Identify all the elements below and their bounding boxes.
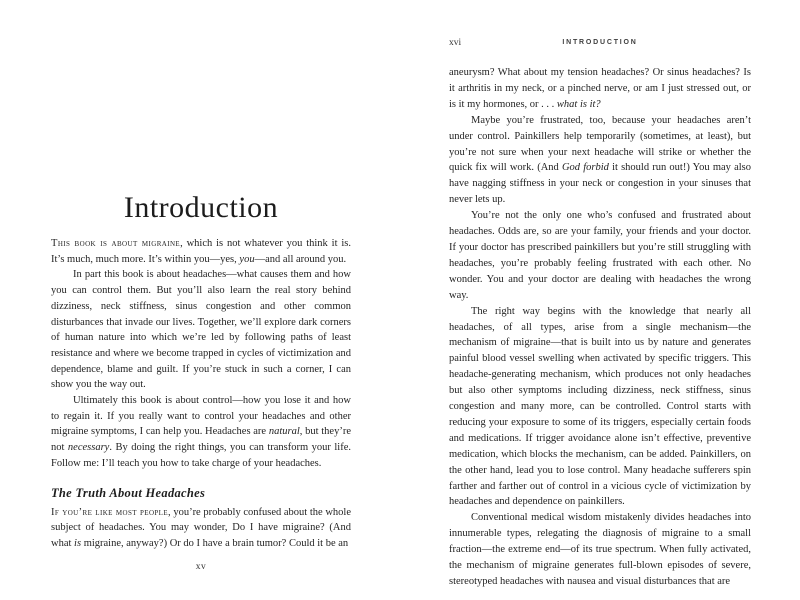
smallcaps-text: This book is about migraine [51, 238, 181, 249]
body-text-run: migraine, anyway?) Or do I have a brain tumor? Could it be an [81, 537, 349, 549]
paragraph [449, 304, 751, 511]
italic-text: necessary [67, 442, 110, 454]
left-page-content [51, 236, 351, 552]
body-text-run: In part this book is about headaches—what causes them and how you can control them. But you’ll also learn the real story behind dizziness, neck stiffness, sinus congestion and other common disturbances that invade our lives. Together, we’ll explore dark corners of human nature into which we’re led by following paths of least resistance and where we become trapped in cycles of victimization and dependence, blame and guilt. If you’re stuck in such a corner, I can show you the way out. [51, 269, 351, 391]
italic-text: is [74, 537, 82, 549]
body-text-run: aneurysm? What about my tension headaches? Or sinus headaches? Is it arthritis in my neck, or a pinched nerve, or am I just stressed out, or is it my hormones, or . . . [449, 67, 751, 110]
body-text-run: . By doing the right things, you can transform your life. Follow me: I’ll teach you how to take charge of your headaches. [51, 442, 351, 469]
paragraph [51, 393, 351, 472]
body-text-run: , which is not whatever you think it is. It’s much, much more. It’s within you—yes, [51, 238, 351, 265]
body-text-run: Maybe you’re frustrated, too, because your headaches aren’t under control. Painkillers help temporarily (sometimes, at least), but you’re not sure when your next headache will strike or whether the quick fix will work. (And [449, 114, 751, 174]
body-text-run: it should run out!) You may also have nagging stiffness in your neck or congestion in your sinuses that never lets up. [449, 162, 751, 206]
body-text-run: , you’re probably confused about the whole subject of headaches. You may wonder, Do I have migraine? (And what [51, 506, 352, 549]
italic-text: God forbid [561, 162, 609, 174]
section-heading: The Truth About Headaches [51, 485, 206, 500]
left-page [51, 0, 351, 600]
right-page-number: xvi [449, 38, 462, 48]
right-page-body [449, 65, 751, 590]
running-head-title: INTRODUCTION [562, 39, 638, 46]
paragraph [51, 267, 351, 393]
right-page [449, 0, 751, 600]
body-text-run: Conventional medical wisdom mistakenly divides headaches into innumerable types, relegating the diagnosis of migraine to a small fraction—the extreme end—of its true spectrum. When fully activated, the mechanism of migraine generates full-blown episodes of severe, stereotyped headaches with nausea and visual disturbances that are [449, 512, 751, 587]
paragraph [449, 208, 751, 303]
paragraph [449, 113, 751, 208]
italic-text: what is it? [556, 98, 601, 110]
body-text-run: —and all around you. [254, 253, 347, 265]
paragraph [51, 505, 351, 552]
smallcaps-text: If you’re like most people [51, 506, 169, 518]
body-text-run: You’re not the only one who’s confused and frustrated about headaches. Odds are, so are your family, your friends and your doctor. If your doctor has prescribed painkillers but you’re still struggling with headaches, you’re probably feeling frustrated with each other. No wonder. You and your doctor are dealing with headaches the wrong way. [449, 210, 751, 301]
body-text-run: The right way begins with the knowledge that nearly all headaches, of all types, arise from a single mechanism—the mechanism of migraine—that is built into us by nature and generates painful blood vessel swelling when activated by specific triggers. This headache-generating mechanism, which produces not only headaches but also other symptoms including dizziness, neck stiffness, sinus congestion and many more, can be controlled. Control starts with reducing your exposure to some of its triggers, especially certain foods and medications. If trigger avoidance alone isn’t effective, preventive medication, which blocks the mechanism, can be added. Painkillers, on the other hand, lead you to lose control. Many headache sufferers spin farther and farther out of control in a vicious cycle of victimization by headaches and dependence on painkillers. [449, 305, 751, 508]
right-page-content [449, 65, 751, 590]
left-page-body [51, 236, 351, 472]
body-text-run: Ultimately this book is about control—how you lose it and how to regain it. If you really want to control your headaches and other migraine symptoms, I can help you. Headaches are [51, 395, 351, 438]
running-header [449, 38, 751, 50]
paragraph [449, 510, 751, 590]
left-page-number: xv [195, 562, 207, 572]
chapter-title: Introduction [123, 191, 279, 224]
paragraph [51, 236, 351, 267]
left-page-body-after-heading [51, 505, 351, 552]
paragraph [449, 65, 751, 113]
italic-text: you [239, 253, 255, 265]
body-text-run: , but they’re not [51, 426, 351, 454]
italic-text: natural [268, 426, 300, 438]
